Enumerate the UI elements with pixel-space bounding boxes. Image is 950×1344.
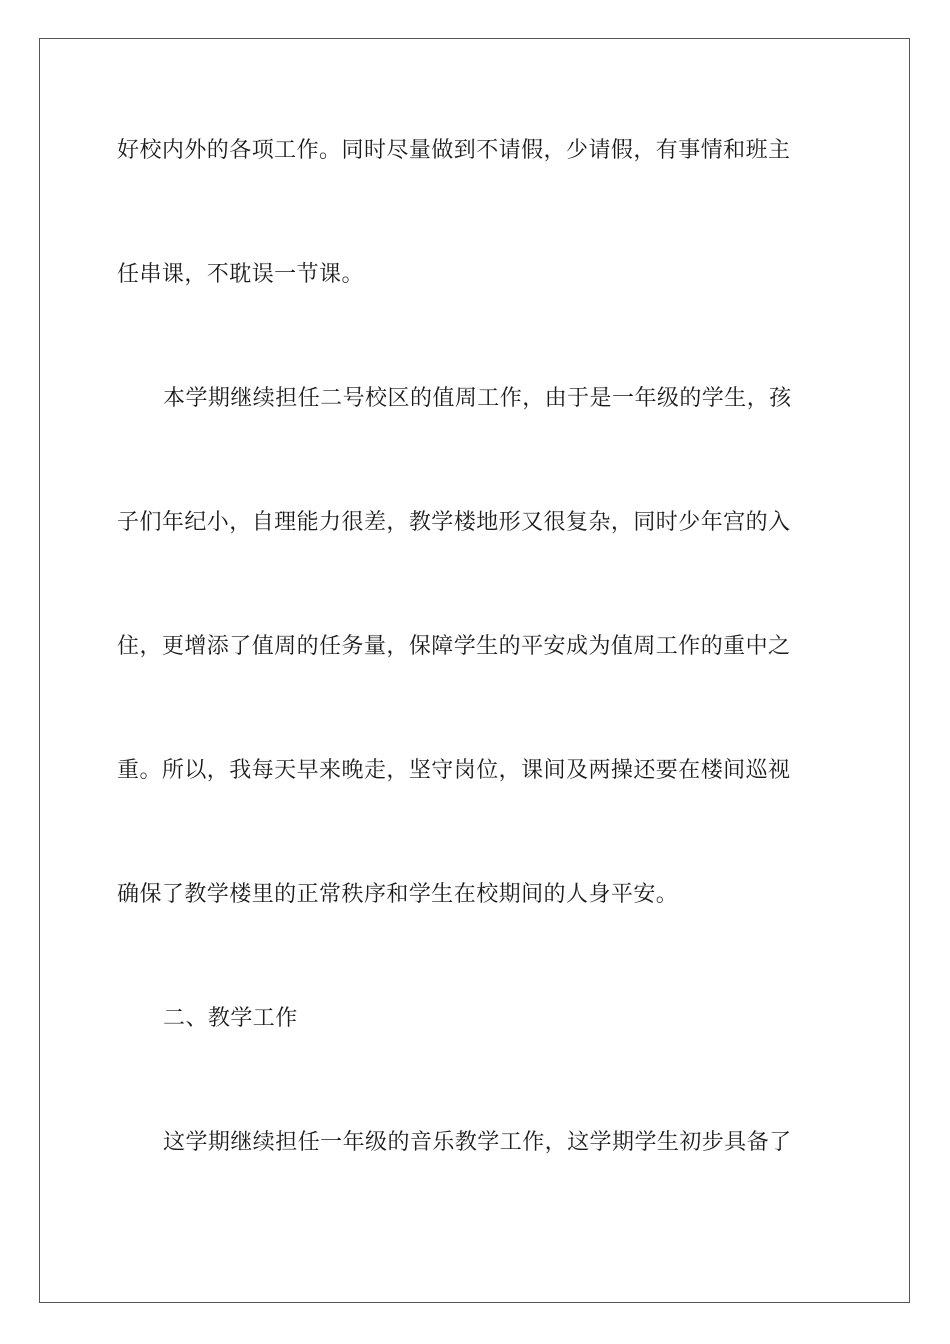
section-heading: 二、教学工作 <box>163 1006 298 1031</box>
text-line-6: 重。所以，我每天早来晚走，坚守岗位，课间及两操还要在楼间巡视 <box>117 758 791 783</box>
text-line-7: 确保了教学楼里的正常秩序和学生在校期间的人身平安。 <box>117 882 679 907</box>
text-line-2: 任串课，不耽误一节课。 <box>117 262 364 287</box>
paragraph-start-line: 本学期继续担任二号校区的值周工作，由于是一年级的学生，孩 <box>163 386 792 411</box>
text-line-4: 子们年纪小，自理能力很差，教学楼地形又很复杂，同时少年宫的入 <box>117 510 791 535</box>
page-border <box>39 38 910 1303</box>
text-line-1: 好校内外的各项工作。同时尽量做到不请假，少请假，有事情和班主 <box>117 138 791 163</box>
paragraph-start-line-2: 这学期继续担任一年级的音乐教学工作，这学期学生初步具备了 <box>163 1130 792 1155</box>
text-line-5: 住，更增添了值周的任务量，保障学生的平安成为值周工作的重中之 <box>117 634 791 659</box>
